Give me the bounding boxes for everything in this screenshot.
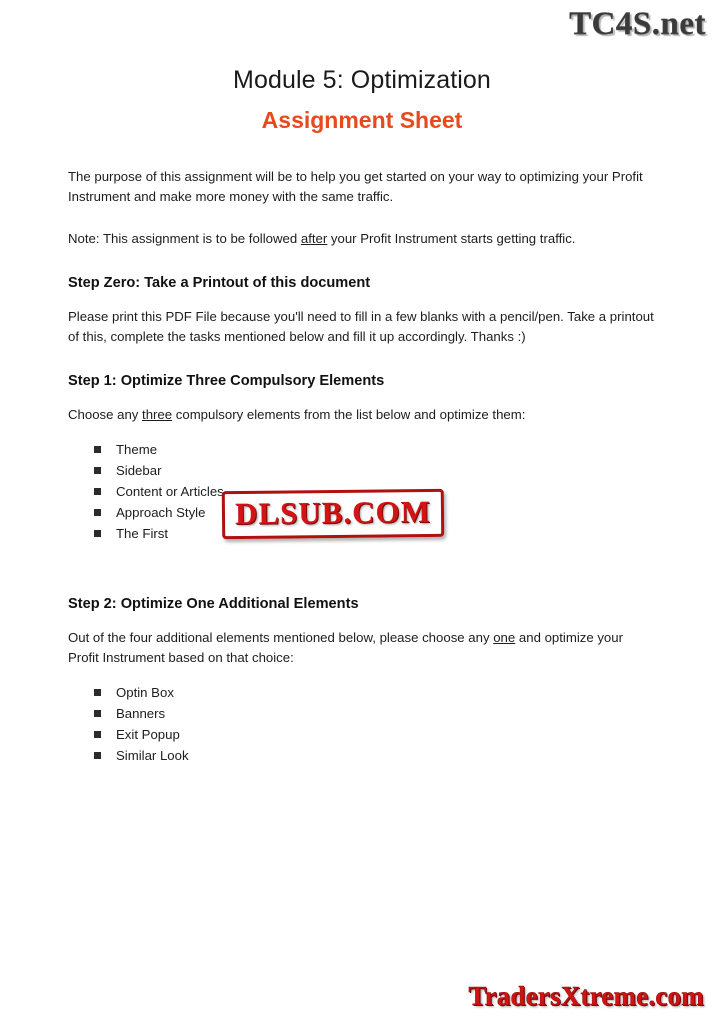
additional-elements-list	[68, 682, 656, 766]
square-bullet-icon	[94, 509, 101, 516]
list-item	[94, 703, 656, 724]
section-heading-step-zero: Step Zero: Take a Printout of this document	[68, 275, 371, 291]
list-item-label: Approach Style	[116, 505, 206, 520]
list-item	[94, 460, 656, 481]
square-bullet-icon	[94, 752, 101, 759]
dlsub-watermark-stamp: DLSUB.COM	[222, 489, 444, 539]
brand-watermark-top-icon: TC4S.net	[569, 6, 706, 42]
step2-body-prefix: Out of the four additional elements mentioned below, please choose any	[68, 630, 494, 645]
list-item	[94, 745, 656, 766]
step2-body-suffix: and optimize your Profit Instrument based on that choice:	[68, 630, 623, 665]
brand-watermark-bottom-icon: TradersXtreme.com	[468, 981, 704, 1011]
note-prefix: Note: This assignment is to be followed	[68, 231, 301, 246]
square-bullet-icon	[94, 530, 101, 537]
square-bullet-icon	[94, 731, 101, 738]
list-item-label: The First	[116, 526, 169, 541]
square-bullet-icon	[94, 467, 101, 474]
list-item-label: Banners	[116, 706, 166, 721]
page-subtitle: Assignment Sheet	[261, 107, 463, 133]
section-body-step-2	[68, 628, 656, 668]
intro-paragraph: The purpose of this assignment will be to help you get started on your way to optimizing your Profit Instrument and make more money with the same traffic.	[68, 169, 643, 204]
step1-underlined-word: three	[142, 407, 173, 422]
note-paragraph	[68, 229, 656, 249]
list-item-label: Content or Articles	[116, 484, 224, 499]
step1-body-suffix: compulsory elements from the list below and optimize them:	[172, 407, 526, 422]
step1-body-prefix: Choose any	[68, 407, 143, 422]
list-item-label: Sidebar	[116, 463, 162, 478]
list-item	[94, 439, 656, 460]
step2-underlined-word: one	[493, 630, 516, 645]
square-bullet-icon	[94, 689, 101, 696]
list-item-label: Theme	[116, 442, 158, 457]
section-body-step-1	[68, 405, 656, 425]
square-bullet-icon	[94, 710, 101, 717]
spacer	[68, 544, 656, 570]
list-item-label: Optin Box	[116, 685, 174, 700]
section-body-step-zero: Please print this PDF File because you'll need to fill in a few blanks with a pencil/pen. Take a printout of this, complete the tasks mentioned below and fill it up accordingly. Thanks :)	[68, 309, 654, 344]
square-bullet-icon	[94, 446, 101, 453]
list-item	[94, 682, 656, 703]
section-heading-step-2: Step 2: Optimize One Additional Elements	[68, 596, 359, 612]
square-bullet-icon	[94, 488, 101, 495]
note-suffix: your Profit Instrument starts getting traffic.	[327, 231, 576, 246]
list-item-label: Similar Look	[116, 748, 189, 763]
list-item-label: Exit Popup	[116, 727, 180, 742]
list-item	[94, 724, 656, 745]
page-title: Module 5: Optimization	[233, 66, 491, 94]
section-heading-step-1: Step 1: Optimize Three Compulsory Elements	[68, 373, 385, 389]
note-underlined-word: after	[300, 231, 328, 246]
